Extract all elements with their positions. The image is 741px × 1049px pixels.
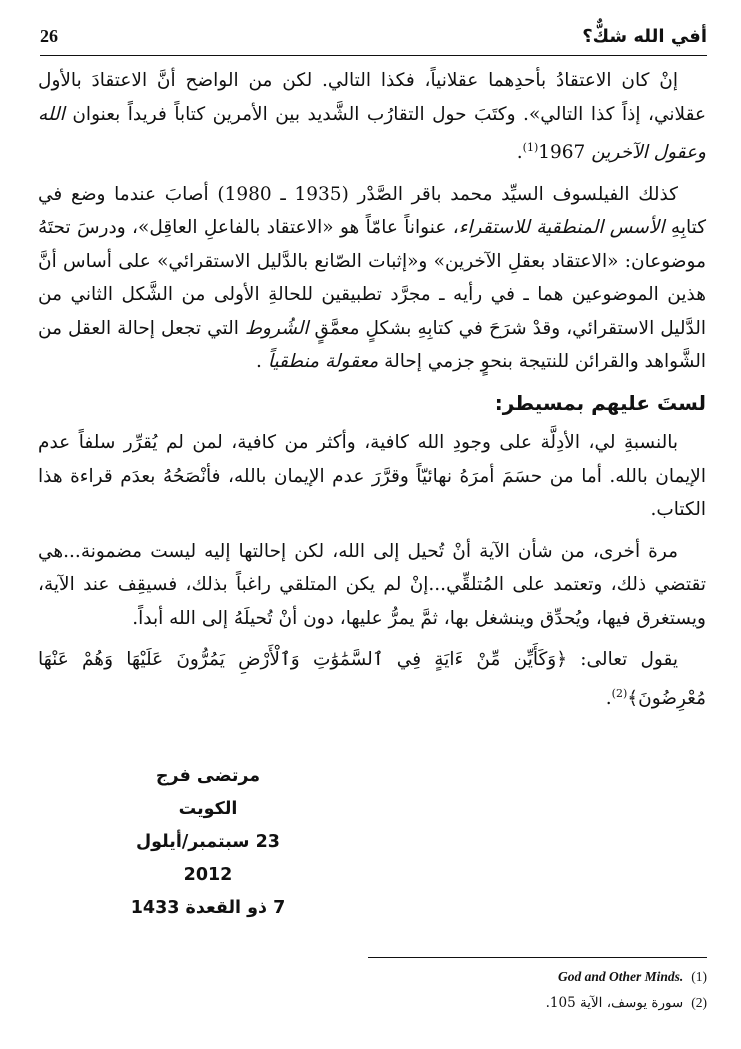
- footnote-2-number: (2): [691, 995, 707, 1010]
- paragraph-5: [38, 643, 706, 715]
- footnote-1: [38, 964, 707, 990]
- header-rule: [40, 55, 707, 56]
- paragraph-2-text-1: كذلك الفيلسوف السيِّد محمد باقر الصَّدْر (1935 ـ 1980) أصابَ عندما وضع في كتابِهِ: [38, 183, 707, 239]
- footnote-ref-2[interactable]: (2): [611, 686, 628, 700]
- signature-date-gregorian: 23 سبتمبر/أيلول 2012: [136, 832, 280, 885]
- paragraph-5-end: .: [605, 687, 612, 709]
- signature-date-hijri: 7 ذو القعدة 1433: [130, 898, 286, 918]
- book-title-god-other-minds: الله وعقول الآخرين: [38, 103, 706, 164]
- paragraph-2: [38, 178, 706, 379]
- paragraph-1: [38, 64, 706, 170]
- quran-verse: ﴿وَكَأَيِّن مِّنْ ءَايَةٍ فِي ٱلسَّمَٰوَٰتِ وَٱلْأَرْضِ يَمُرُّونَ عَلَيْهَا وَهُمْ عَنْهَا مُعْرِضُونَ﴾: [38, 649, 706, 709]
- signature-place: الكويت: [178, 799, 238, 819]
- paragraph-4: مرة أخرى، من شأن الآية أنْ تُحيل إلى الله، لكن إحالتها إليه ليست مضمونة...هي تقتضي ذلك، وتعتمد على المُتلقِّي...إنْ لم يكن المتلقي راغباً بذلك، فسيقِف عند الآية، ويستغرق فيها، ويُحدِّق وينشغل بها، ثمَّ يمرُّ عليها، دون أنْ تُحيلَهُ إلى الله أبداً.: [38, 540, 706, 629]
- footnote-ref-1[interactable]: (1): [522, 141, 539, 154]
- running-header: [40, 22, 707, 56]
- emphasis-logically-reasonable: معقولة منطقياً: [267, 351, 379, 373]
- footnote-2: [38, 990, 707, 1016]
- emphasis-conditions: الشُروط: [244, 317, 309, 339]
- footnote-1-text: God and Other Minds.: [557, 969, 684, 984]
- paragraph-1-end: .: [516, 142, 523, 164]
- page-number: 26: [40, 26, 58, 46]
- year: 1967: [538, 142, 586, 164]
- verse-intro: يقول تعالى:: [580, 649, 678, 671]
- section-heading: لستَ عليهم بمسيطر:: [494, 390, 706, 415]
- paragraph-3: بالنسبةِ لي، الأدِلَّة على وجودِ الله كافية، وأكثر من كافية، لمن لم يُقرِّر سلفاً عدم الإيمان بالله. أما من حسَمَ أمرَهُ نهائيّاً وقرَّرَ عدم الإيمان بالله، فأنْصَحُهُ بعدَم قراءة هذا الكتاب.: [38, 432, 706, 521]
- paragraph-1-text: إنْ كان الاعتقادُ بأحدِهما عقلانياً، فكذا التالي. لكن من الواضح أنَّ الاعتقادَ بالأول عقلاني، إذاً كذا التالي». وكتَبَ حول التقارُب الشَّديد بين الأمرين كتاباً فريداً بعنوان: [38, 70, 706, 125]
- paragraph-2-end: .: [256, 351, 262, 373]
- running-header-title: أفي الله شكٌّ؟: [582, 26, 707, 47]
- footnote-1-number: (1): [691, 969, 707, 984]
- footnotes: [38, 964, 707, 1016]
- signature-block: [118, 760, 298, 925]
- paragraph-2-text-2: ، عنواناً عامّاً هو «الاعتقاد بالفاعلِ العاقِل»، ودرسَ تحتَهُ موضوعان: «الاعتقاد بعقلِ الآخرين» و«إثبات الصّانع بالدَّليل الاستقرائي» على أساس أنَّ هذين الموضوعين هما ـ في رأيه ـ مجرَّد تطبيقين للحالةِ الأولى من الشَّكل الثاني من الدَّليل الاستقرائي، وقدْ شرَحَ في كتابِهِ بشكلٍ معمَّقٍ: [38, 217, 706, 339]
- book-title-logical-foundations: الأسس المنطقية للاستقراء: [458, 217, 665, 239]
- paragraph-2-text-3: التي تجعل إحالة العقل من الشَّواهد والقرائن للنتيجة بنحوٍ جزمي إحالة: [38, 317, 706, 373]
- footnote-rule: [368, 957, 707, 958]
- footnote-2-text: سورة يوسف، الآية 105.: [545, 995, 684, 1011]
- author-name: مرتضى فرج: [155, 766, 261, 786]
- body-text: [38, 64, 706, 723]
